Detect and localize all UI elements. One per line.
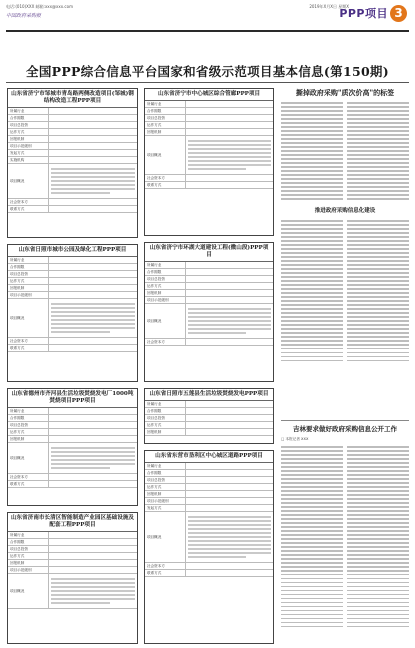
- project-card-title: 山东省济宁市环湖大道建设工程(微山段)PPP项目: [145, 243, 273, 262]
- article-byline: □ 本报记者 XXX: [281, 437, 309, 441]
- project-card-3: 山东省日照市城市公园及绿化工程PPP项目 所属行业 合作期限 项目总投资 运作方式 回报机制 项目示范级别 项目概况 社会资本方 联系方式: [7, 244, 138, 382]
- section-label: PPP项目: [339, 7, 388, 20]
- project-card-8: 山东省济南市长清区智能制造产业园区基础设施及配套工程PPP项目 所属行业 合作期限 项目总投资 运作方式 回报机制 项目示范级别 项目概况: [7, 512, 138, 644]
- section-header: [339, 3, 407, 23]
- newspaper-logo: 中国政府采购报: [6, 13, 42, 19]
- article-title: 吉林要求做好政府采购信息公开工作: [293, 425, 397, 433]
- article-body-continued: [281, 218, 409, 364]
- project-card-4: 山东省济宁市环湖大道建设工程(微山段)PPP项目 所属行业 合作期限 项目总投资 运作方式 回报机制 项目示范级别 项目概况 社会资本方: [144, 242, 274, 382]
- project-card-title: 山东省日照市城市公园及绿化工程PPP项目: [8, 245, 137, 257]
- page-number-badge: 3: [390, 5, 407, 22]
- project-card-title: 山东省德州市齐河县生活垃圾焚烧发电厂1000吨焚烧项目PPP项目: [8, 389, 137, 408]
- article-column: [281, 88, 409, 364]
- top-rule: [6, 30, 409, 32]
- project-card-2: 山东省济宁市中心城区综合管廊PPP项目 所属行业 合作期限 项目总投资 运作方式 回报机制 项目概况 社会资本方 联系方式: [144, 88, 274, 236]
- project-card-title: 山东省日照市五莲县生活垃圾焚烧发电PPP项目: [145, 389, 273, 401]
- date-line: 2019年X月X日 星期X: [309, 4, 349, 9]
- headline-rule: [6, 82, 409, 83]
- article-subheading: 推进政府采购信息化建设: [314, 208, 376, 214]
- project-info-rows: 所属行业 合作期限 项目总投资 运作方式 回报机制 项目示范级别 发起方式 实施机构: [8, 108, 137, 164]
- project-card-title: 山东省济南市长清区智能制造产业园区基础设施及配套工程PPP项目: [8, 513, 137, 532]
- page-headline: 全国PPP综合信息平台国家和省级示范项目基本信息(第150期): [26, 64, 389, 79]
- project-card-7: 山东省东营市垦利区中心城区道路PPP项目 所属行业 合作期限 项目总投资 运作方式 回报机制 项目示范级别 发起方式 项目概况 社会资本方 联系方式: [144, 450, 274, 644]
- article-title: 撕掉政府采购"质次价高"的标签: [295, 88, 395, 97]
- project-card-title: 山东省济宁市中心城区综合管廊PPP项目: [145, 89, 273, 101]
- project-card-1: 山东省济宁市邹城市青岛路两侧改造项目(邹城)钢结构改造工程PPP项目 所属行业 合作期限 项目总投资 运作方式 回报机制 项目示范级别 发起方式 实施机构 项目概况 社会资本方 联系方式: [7, 88, 138, 238]
- contact-line: 电话:(010)XXX 邮箱:xxx@xxx.com: [6, 4, 73, 9]
- project-overview: 项目概况: [8, 164, 137, 199]
- article-2: [281, 420, 409, 630]
- project-card-6: 山东省日照市五莲县生活垃圾焚烧发电PPP项目 所属行业 合作期限 项目总投资 运作方式 回报机制: [144, 388, 274, 444]
- project-card-title: 山东省东营市垦利区中心城区道路PPP项目: [145, 451, 273, 463]
- article-body: [281, 444, 409, 630]
- article-body: [281, 100, 409, 202]
- project-card-5: 山东省德州市齐河县生活垃圾焚烧发电厂1000吨焚烧项目PPP项目 所属行业 合作期限 项目总投资 运作方式 回报机制 项目概况 社会资本方 联系方式: [7, 388, 138, 506]
- project-card-title: 山东省济宁市邹城市青岛路两侧改造项目(邹城)钢结构改造工程PPP项目: [8, 89, 137, 108]
